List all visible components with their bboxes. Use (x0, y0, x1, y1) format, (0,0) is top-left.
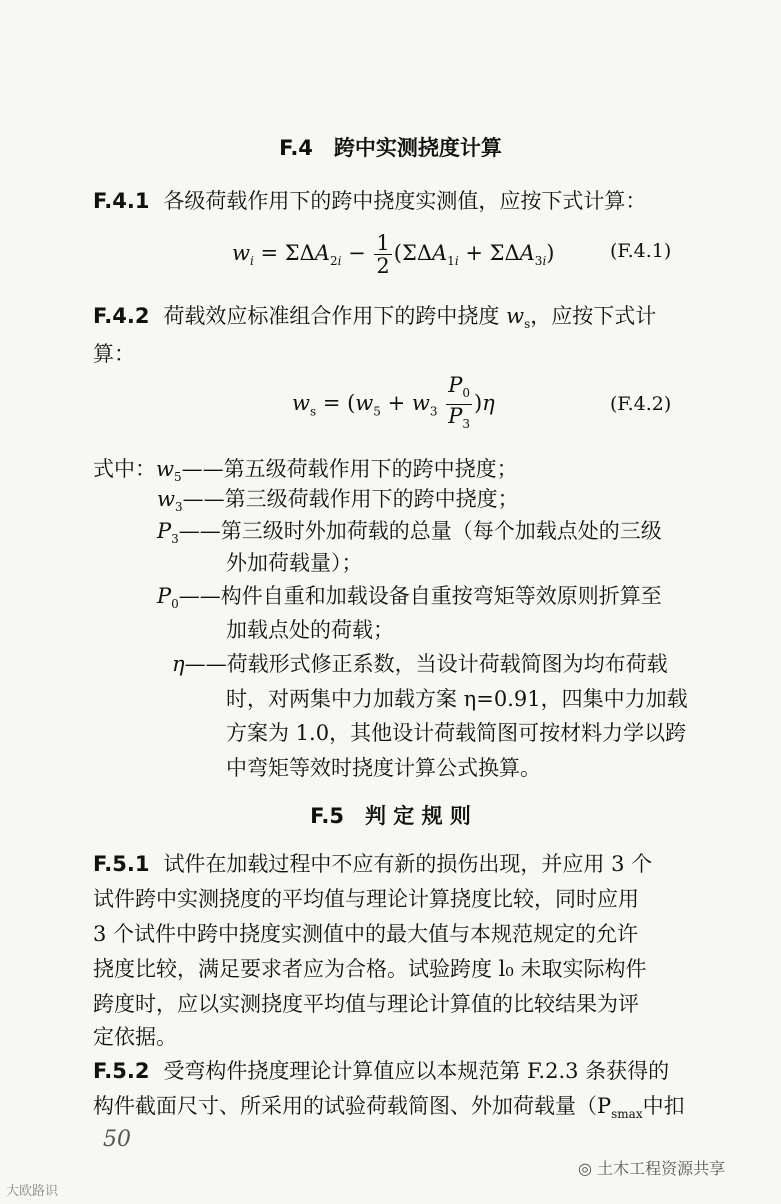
formula-f41: $w_i = \Sigma\Delta A_{2i}$ − $\frac{1}{2}$ $(\Sigma\Delta A_{1i} + \Sigma\Delta A_{3i})$ (232, 231, 555, 278)
clause-number: F.4.1 (93, 189, 150, 213)
clause-f51-line4: 挠度比较，满足要求者应为合格。试验跨度 l₀ 未取实际构件 (93, 957, 647, 981)
section-heading-f4: F.4 跨中实测挠度计算 (279, 136, 502, 160)
clause-f41 (93, 185, 646, 215)
where-w5: 式中：$w_5——$第五级荷载作用下的跨中挠度； (93, 457, 518, 485)
clause-f51-line3: 3 个试件中跨中挠度实测值中的最大值与本规范规定的允许 (93, 922, 639, 946)
equation-number-f42: (F.4.2) (610, 393, 672, 415)
equation-number-f41: (F.4.1) (610, 240, 672, 262)
clause-number: F.5.2 (93, 1059, 150, 1083)
where-p3: $P_3——$第三级时外加荷载的总量（每个加载点处的三级 (157, 519, 662, 547)
clause-f52-line1: F.5.2 受弯构件挠度理论计算值应以本规范第 F.2.3 条获得的 (93, 1059, 670, 1083)
where-eta: η——荷载形式修正系数，当设计荷载简图为均布荷载 (172, 652, 668, 676)
clause-f51-line5: 跨度时，应以实测挠度平均值与理论计算值的比较结果为评 (93, 992, 639, 1016)
where-w3: $w_3——$第三级荷载作用下的跨中挠度； (157, 487, 519, 515)
clause-f51-line2: 试件跨中实测挠度的平均值与理论计算挠度比较，同时应用 (93, 887, 639, 911)
clause-text: 各级荷载作用下的跨中挠度实测值，应按下式计算： (163, 189, 647, 213)
section-heading-f5: F.5 判 定 规 则 (310, 804, 471, 828)
wechat-icon: ◎ (578, 1159, 592, 1178)
clause-f51-line6: 定依据。 (93, 1025, 177, 1049)
where-p0: $P_0——$构件自重和加载设备自重按弯矩等效原则折算至 (157, 584, 662, 612)
where-p3-cont: 外加荷载量）； (226, 551, 363, 575)
clause-f52-line2: 构件截面尺寸、所采用的试验荷载简图、外加荷载量（$P_{smax}$中扣 (93, 1094, 685, 1122)
clause-number: F.5.1 (93, 852, 150, 876)
watermark-left: 大欧路识 (6, 1184, 59, 1199)
clause-number: F.4.2 (93, 304, 150, 328)
watermark-right: ◎ 土木工程资源共享 (578, 1159, 726, 1178)
page-number: 50 (103, 1127, 131, 1152)
formula-f42: $w_s = (w_5 + w_3$ $\frac{P_0}{P_3}$ )η (292, 373, 495, 432)
where-p0-cont: 加载点处的荷载； (226, 618, 394, 642)
where-eta-cont1: 时，对两集中力加载方案 η=0.91，四集中力加载 (226, 687, 688, 711)
where-eta-cont3: 中弯矩等效时挠度计算公式换算。 (226, 756, 541, 780)
clause-f42-line1: F.4.2 荷载效应标准组合作用下的跨中挠度 $w_s$，应按下式计 (93, 304, 657, 332)
clause-f51-line1: F.5.1 试件在加载过程中不应有新的损伤出现，并应用 3 个 (93, 852, 653, 876)
clause-f42-line2: 算： (93, 342, 135, 366)
where-eta-cont2: 方案为 1.0，其他设计荷载简图可按材料力学以跨 (226, 721, 687, 745)
